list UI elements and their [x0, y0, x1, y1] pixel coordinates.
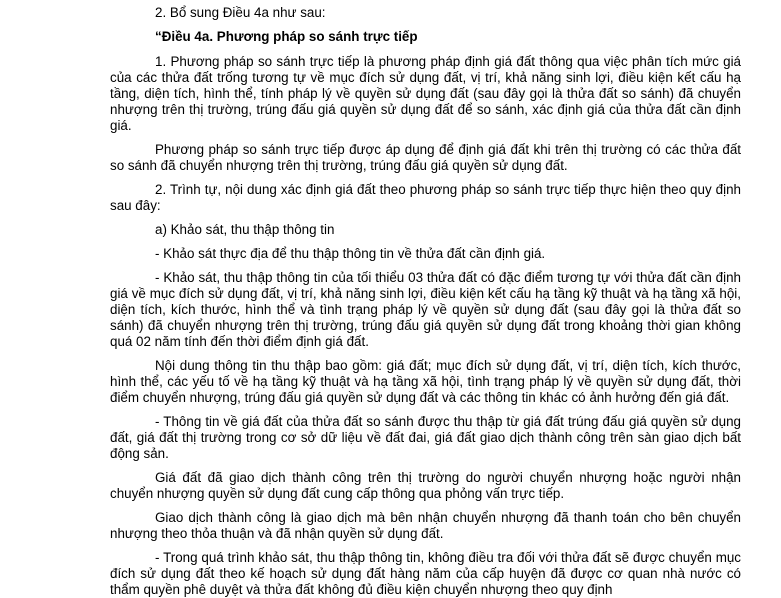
paragraph-5: - Khảo sát thực địa để thu thập thông tin về thửa đất cần định giá. [155, 246, 546, 261]
paragraph-3: 2. Trình tự, nội dung xác định giá đất theo phương pháp so sánh trực tiếp thực hiện theo quy định sau đây: [110, 182, 741, 213]
paragraph-8: - Thông tin về giá đất của thửa đất so sánh được thu thập từ giá đất trúng đấu giá quyền sử dụng đất, giá đất thị trường trong cơ sở dữ liệu về đất đai, giá đất giao dịch thành công trên sàn giao dịch bất động sản. [110, 414, 741, 461]
paragraph-9: Giá đất đã giao dịch thành công trên thị trường do người chuyển nhượng hoặc người nhận chuyển nhượng quyền sử dụng đất cung cấp thông qua phỏng vấn trực tiếp. [110, 470, 741, 501]
paragraph-6: - Khảo sát, thu thập thông tin của tối thiểu 03 thửa đất có đặc điểm tương tự với thửa đất cần định giá về mục đích sử dụng đất, vị trí, khả năng sinh lợi, điều kiện kết cấu hạ tầng kỹ thuật và hạ tầng xã hội, diện tích, kích thước, hình thể và tình trạng pháp lý về quyền sử dụng đất (sau đây gọi là thửa đất so sánh) đã chuyển nhượng trên thị trường, trúng đấu giá quyền sử dụng đất trong khoảng thời gian không quá 02 năm tính đến thời điểm định giá đất. [110, 270, 741, 349]
paragraph-2: Phương pháp so sánh trực tiếp được áp dụng để định giá đất khi trên thị trường có các thửa đất so sánh đã chuyển nhượng trên thị trường, trúng đấu giá quyền sử dụng đất. [110, 142, 741, 173]
paragraph-7: Nội dung thông tin thu thập bao gồm: giá đất; mục đích sử dụng đất, vị trí, diện tích, kích thước, hình thể, các yếu tố về hạ tầng kỹ thuật và hạ tầng xã hội, tình trạng pháp lý về quyền sử dụng đất, thời điểm chuyển nhượng, trúng đấu giá quyền sử dụng đất và các thông tin khác có ảnh hưởng đến giá đất. [110, 358, 741, 405]
section-heading: 2. Bổ sung Điều 4a như sau: [155, 5, 326, 20]
article-title: “Điều 4a. Phương pháp so sánh trực tiếp [155, 29, 418, 44]
paragraph-10: Giao dịch thành công là giao dịch mà bên nhận chuyển nhượng đã thanh toán cho bên chuyển nhượng theo thỏa thuận và đã nhận quyền sử dụng đất. [110, 510, 741, 541]
paragraph-11: - Trong quá trình khảo sát, thu thập thông tin, không điều tra đối với thửa đất sẽ được chuyển mục đích sử dụng đất theo kế hoạch sử dụng đất hàng năm của cấp huyện đã được cơ quan nhà nước có thẩm quyền phê duyệt và thửa đất không đủ điều kiện chuyển nhượng theo quy định [110, 550, 741, 597]
paragraph-4: a) Khảo sát, thu thập thông tin [155, 222, 335, 237]
paragraph-1: 1. Phương pháp so sánh trực tiếp là phương pháp định giá đất thông qua việc phân tích mức giá của các thửa đất trống tương tự về mục đích sử dụng đất, vị trí, khả năng sinh lợi, điều kiện kết cấu hạ tầng, diện tích, hình thể, tính pháp lý về quyền sử dụng đất (sau đây gọi là thửa đất so sánh) đã chuyển nhượng trên thị trường, trúng đấu giá quyền sử dụng đất để so sánh, xác định giá của thửa đất cần định giá. [110, 54, 741, 133]
